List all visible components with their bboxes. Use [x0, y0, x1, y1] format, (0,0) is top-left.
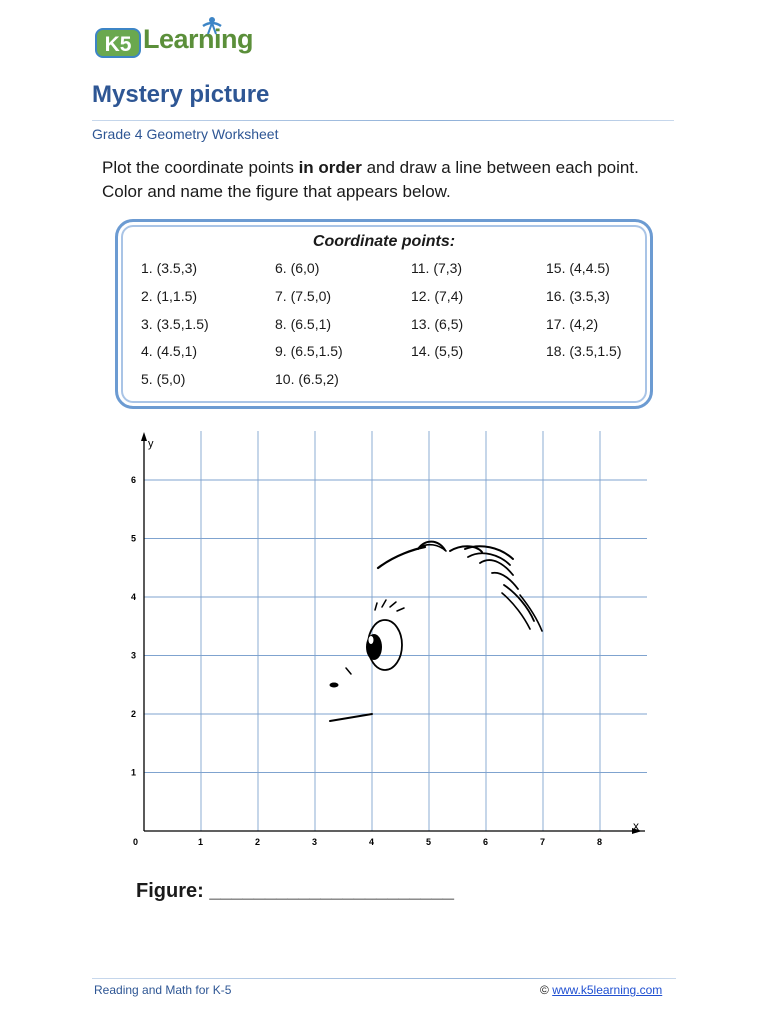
coordinate-points-title: Coordinate points:: [312, 233, 456, 250]
instructions-line-2: Color and name the figure that appears below.: [102, 182, 451, 201]
coordinate-point: 13. (6,5): [411, 316, 464, 332]
coordinate-point: 14. (5,5): [411, 343, 464, 359]
y-tick-label: 5: [131, 533, 137, 544]
y-axis-label: y: [148, 438, 154, 450]
footer-copyright: [540, 983, 662, 997]
logo-badge: K5: [95, 28, 141, 58]
coordinate-points-box: [115, 219, 653, 409]
coordinate-point: 6. (6,0): [275, 260, 320, 276]
x-tick-label: 3: [312, 837, 318, 847]
x-tick-label: 5: [426, 837, 432, 847]
logo-figure-icon: [199, 14, 225, 36]
footer-divider: [92, 978, 676, 979]
x-tick-label: 1: [198, 837, 204, 847]
coordinate-point: 11. (7,3): [411, 260, 463, 276]
x-axis-label: x: [633, 819, 639, 833]
instructions: [102, 156, 692, 204]
instructions-text: Plot the coordinate points: [102, 158, 299, 177]
coordinate-point: 10. (6.5,2): [275, 371, 339, 387]
instructions-text: and draw a line between each point.: [361, 158, 639, 177]
x-tick-label: 7: [540, 837, 546, 847]
page-title: Mystery picture: [92, 81, 270, 108]
figure-answer-label: Figure: ______________________: [136, 880, 455, 902]
logo-wordmark: Learning: [143, 24, 254, 54]
tick-labels: [131, 475, 602, 847]
footer-tagline: Reading and Math for K-5: [94, 983, 232, 997]
instructions-emphasis: in order: [298, 158, 362, 177]
coordinate-point: 9. (6.5,1.5): [275, 343, 343, 359]
coordinate-point: 15. (4,4.5): [546, 260, 610, 276]
origin-label: 0: [133, 837, 139, 847]
y-tick-label: 3: [131, 650, 137, 661]
axes: [141, 432, 645, 834]
coordinate-point: 7. (7.5,0): [275, 288, 332, 304]
coordinate-point: 17. (4,2): [546, 316, 599, 332]
coordinate-grid: [120, 425, 660, 855]
coordinate-point: 18. (3.5,1.5): [546, 343, 622, 359]
x-tick-label: 2: [255, 837, 261, 847]
y-tick-label: 2: [131, 709, 137, 719]
x-tick-label: 6: [483, 837, 489, 847]
y-tick-label: 1: [131, 767, 137, 778]
coordinate-point: 2. (1,1.5): [141, 288, 198, 304]
coordinate-point: 4. (4.5,1): [141, 343, 198, 359]
coordinate-point: 3. (3.5,1.5): [141, 316, 209, 332]
header-divider: [92, 120, 674, 121]
coordinate-point: 12. (7,4): [411, 288, 464, 304]
copyright-symbol: ©: [540, 983, 549, 997]
y-tick-label: 4: [131, 592, 137, 602]
y-tick-label: 6: [131, 475, 137, 485]
coordinate-point: 8. (6.5,1): [275, 316, 332, 332]
grid-lines: [144, 431, 647, 831]
coordinate-point: 1. (3.5,3): [141, 260, 198, 276]
page-subtitle: Grade 4 Geometry Worksheet: [92, 126, 279, 142]
coordinate-point: 5. (5,0): [141, 371, 186, 387]
instructions-line-1: [102, 156, 692, 180]
k5-learning-logo: [95, 18, 260, 62]
bird-drawing: [330, 542, 543, 721]
coordinate-point: 16. (3.5,3): [546, 288, 610, 304]
x-tick-label: 8: [597, 837, 603, 847]
x-tick-label: 4: [369, 837, 375, 847]
website-link[interactable]: www.k5learning.com: [552, 983, 663, 997]
